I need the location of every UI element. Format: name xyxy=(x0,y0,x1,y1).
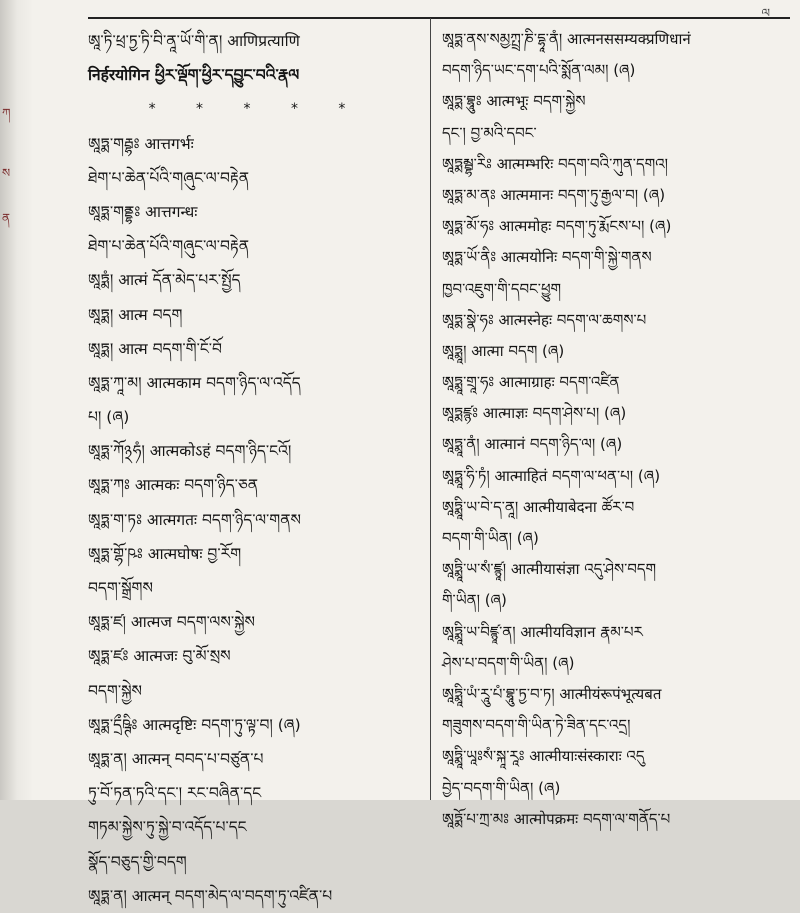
dictionary-entry-line: གཟུགས་བདག་གི་ཡིན་ཏེ་ཟིན་དང་འདྲ། xyxy=(442,716,631,735)
dictionary-page xyxy=(32,0,800,905)
dictionary-entry-line: ཨཱཏྨ་ཀཿ आत्मकः བདག་ཉིད་ཅན xyxy=(88,476,259,495)
header-rule xyxy=(88,17,790,19)
dictionary-entry-line: ཨཱཏྨ་གརྦྷཿ आत्तगर्भः xyxy=(88,134,194,153)
dictionary-entry-line: བདག་སྐྱེས xyxy=(88,681,143,700)
book-spine-left-page xyxy=(0,0,32,800)
dictionary-entry-line: ཨཱཏྨ་ན། आत्मन् བདག་མེད་ལ་བདག་ཏུ་འཛིན་པ xyxy=(88,886,333,905)
dictionary-entry-line: ཨཱཏྨོ་པ་ཀྲ་མཿ आत्मोपक्रमः བདག་ལ་གནོད་པ xyxy=(442,809,671,828)
spine-mark: ཀ xyxy=(2,106,11,120)
dictionary-entry-line: ཤེས་པ་བདག་གི་ཡིན། (ཞ) xyxy=(442,653,575,672)
dictionary-entry-line: ཨཱཏྨཱ། आत्मा བདག (ཞ) xyxy=(442,341,565,360)
dictionary-entry-line: ཨཱཏྨ་ན། आत्मन् བབད་པ་བཙུན་པ xyxy=(88,749,264,768)
dictionary-entry-line: སྣོད་བཅུད་གྱི་བདག xyxy=(88,852,187,871)
dictionary-entry-line: ཁྱབ་འཇུག་གི་དབང་ཕྱུག xyxy=(442,279,562,298)
dictionary-entry-line: ཨཱཏྨ་ཀོ྅ཧཾ། आत्मकोऽहं བདག་ཉིད་ངའོ། xyxy=(88,442,292,461)
dictionary-entry-line: ཨཱཏྨ་ཛཿ आत्मजः བུ་མོ་སྲས xyxy=(88,647,231,666)
right-column xyxy=(442,24,792,828)
dictionary-entry-line: ཨཱཏྨ་ག་ཏཿ आत्मगतः བདག་ཉིད་ལ་གནས xyxy=(88,510,302,529)
dictionary-entry-line: ཨཱཏྨཱི་ཡ་བེ་ད་ནཱ། आत्मीयाबेदना ཚོར་བ xyxy=(442,497,635,516)
dictionary-entry-line: ཨཱ་ཏི་ཕྲ་ཏྱ་ཏི་བི་ནཱ་ཡོ་གི་ན། आणिप्रत्याणि xyxy=(88,32,300,50)
dictionary-entry-line: ཨཱཏྨ་མ་ནཿ आत्ममानः བདག་ཏུ་རྒྱལ་བ། (ཞ) xyxy=(442,185,666,204)
dictionary-entry-line: གི་ཡིན། (ཞ) xyxy=(442,591,507,610)
dictionary-entry-line: निर्हरयोगिन ཕྱིར་ལྡོག་ཕྱིར་དབྱུང་བའི་རྣལ xyxy=(88,66,300,85)
dictionary-entry-line: ཨཱཏྨཱ་ཧི་ཏཾ། आत्माहितं བདག་ལ་ཕན་པ། (ཞ) xyxy=(442,466,661,485)
dictionary-entry-line: ཨཱཏྨ། आत्म བདག་གི་ངོ་བོ xyxy=(88,339,222,358)
dictionary-entry-line: * * * * * xyxy=(148,101,364,118)
dictionary-entry-line: ཐེག་པ་ཆེན་པོའི་གཞུང་ལ་བརྟེན xyxy=(88,237,250,256)
spine-mark: ས xyxy=(2,166,11,180)
dictionary-entry-line: ཨཱཏྨམྦྷ་རིཿ आत्मम्भरिः བདག་བའི་ཀུན་དགའ། xyxy=(442,154,668,173)
dictionary-entry-line: པ། (ཞ) xyxy=(88,408,130,427)
dictionary-entry-line: ཨཱཏྨ། आत्म བདག xyxy=(88,305,183,324)
dictionary-entry-line: ཨཱཏྨ་ཡོ་ནིཿ आत्मयोनिः བདག་གི་སྐྱེ་གནས xyxy=(442,248,652,267)
left-column xyxy=(88,24,424,905)
dictionary-entry-line: ཐེག་པ་ཆེན་པོའི་གཞུང་ལ་བརྟེན xyxy=(88,168,250,187)
dictionary-entry-line: ཨཱཏྨཾ། आत्मं དོན་མེད་པར་སྤྱོད xyxy=(88,271,241,290)
dictionary-entry-line: ཨཱཏྨ་གྷོ་ཥཿ आत्मघोषः བྱ་རོག xyxy=(88,544,242,563)
dictionary-entry-line: ཨཱཏྨཱ་ནཾ། आत्मानं བདག་ཉིད་ལ། (ཞ) xyxy=(442,435,623,454)
dictionary-entry-line: གཏམ་སྐྱེས་ཏུ་སྐྱེ་བ་འདོད་པ་དང xyxy=(88,818,247,837)
dictionary-entry-line: ཨཱཏྨ་སྣེ་ཧཿ आत्मस्नेहः བདག་ལ་ཆགས་པ xyxy=(442,310,647,329)
dictionary-entry-line: དང་། བྱ་མའི་དབང་ xyxy=(442,123,537,142)
spine-mark: ན xyxy=(2,211,11,225)
dictionary-entry-line: ཨཱཏྨཱི་ཡ་སཾ་ཛྙཱ། आत्मीयासंज्ञा འདུ་ཤེས་བདག xyxy=(442,560,657,579)
dictionary-entry-line: ཨཱཏྨཱི་ཡཱཿསཾ་སྐཱ་རཱཿ आत्मीयाःसंस्काराः འདུ xyxy=(442,747,645,766)
page-header: ལ xyxy=(761,6,770,20)
dictionary-entry-line: ཨཱཏྨཛྙཿ आत्माज्ञः བདག་ཤེས་པ། (ཞ) xyxy=(442,404,627,423)
dictionary-entry-line: ཨཱཏྨཱ་གྲཱ་ཧཿ आत्माग्राहः བདག་འཛིན xyxy=(442,373,620,392)
dictionary-entry-line: ཨཱཏྨ་ཀཱ་མ། आत्मकाम བདག་ཉིད་ལ་འདོད xyxy=(88,373,301,392)
dictionary-entry-line: ཨཱཏྨ་དྲྀཥྚིཿ आत्मदृष्टिः བདག་ཏུ་ལྟ་བ། (ཞ) xyxy=(88,715,301,734)
dictionary-entry-line: ཨཱཏྨཱི་ཡཾ་རཱུ་པཾ་བྷཱུ་ཏྱ་བ་ཏ། आत्मीयंरूपंभूत्यबत xyxy=(442,684,662,703)
dictionary-entry-line: ཨཱཏྨ་མོ་ཧཿ आत्ममोहः བདག་ཏུ་རྨོངས་པ། (ཞ) xyxy=(442,217,672,236)
dictionary-entry-line: ཨཱཏྨཱི་ཡ་བིཛྙཱ་ན། आत्मीयविज्ञान རྣམ་པར xyxy=(442,622,643,641)
dictionary-entry-line: ཨཱཏྨ་ནས་སམྱཀྤྲ་ཎི་དྷཱ་ནཾ། आत्मनससम्यक्प्रणिधानं xyxy=(442,30,691,48)
dictionary-entry-line: བདག་གི་ཡིན། (ཞ) xyxy=(442,529,539,547)
column-divider xyxy=(430,18,431,800)
dictionary-entry-line: བྱེད་བདག་གི་ཡིན། (ཞ) xyxy=(442,778,561,797)
dictionary-entry-line: ཏུ་བོ་ཏན་ཏའི་དང་། རང་བཞིན་དང xyxy=(88,784,262,803)
dictionary-entry-line: བདག་ཉིད་ཡང་དག་པའི་སྨོན་ལམ། (ཞ) xyxy=(442,61,636,80)
dictionary-entry-line: ཨཱཏྨ་བྷཱུཿ आत्मभूः བདག་སྐྱེས xyxy=(442,92,586,111)
dictionary-entry-line: ཨཱཏྨ་ཛ། आत्मज བདག་ལས་སྐྱེས xyxy=(88,613,256,632)
dictionary-entry-line: ཨཱཏྨ་གནྡྷཿ आत्तगन्धः xyxy=(88,202,198,221)
dictionary-entry-line: བདག་སྒྲོགས xyxy=(88,579,153,597)
